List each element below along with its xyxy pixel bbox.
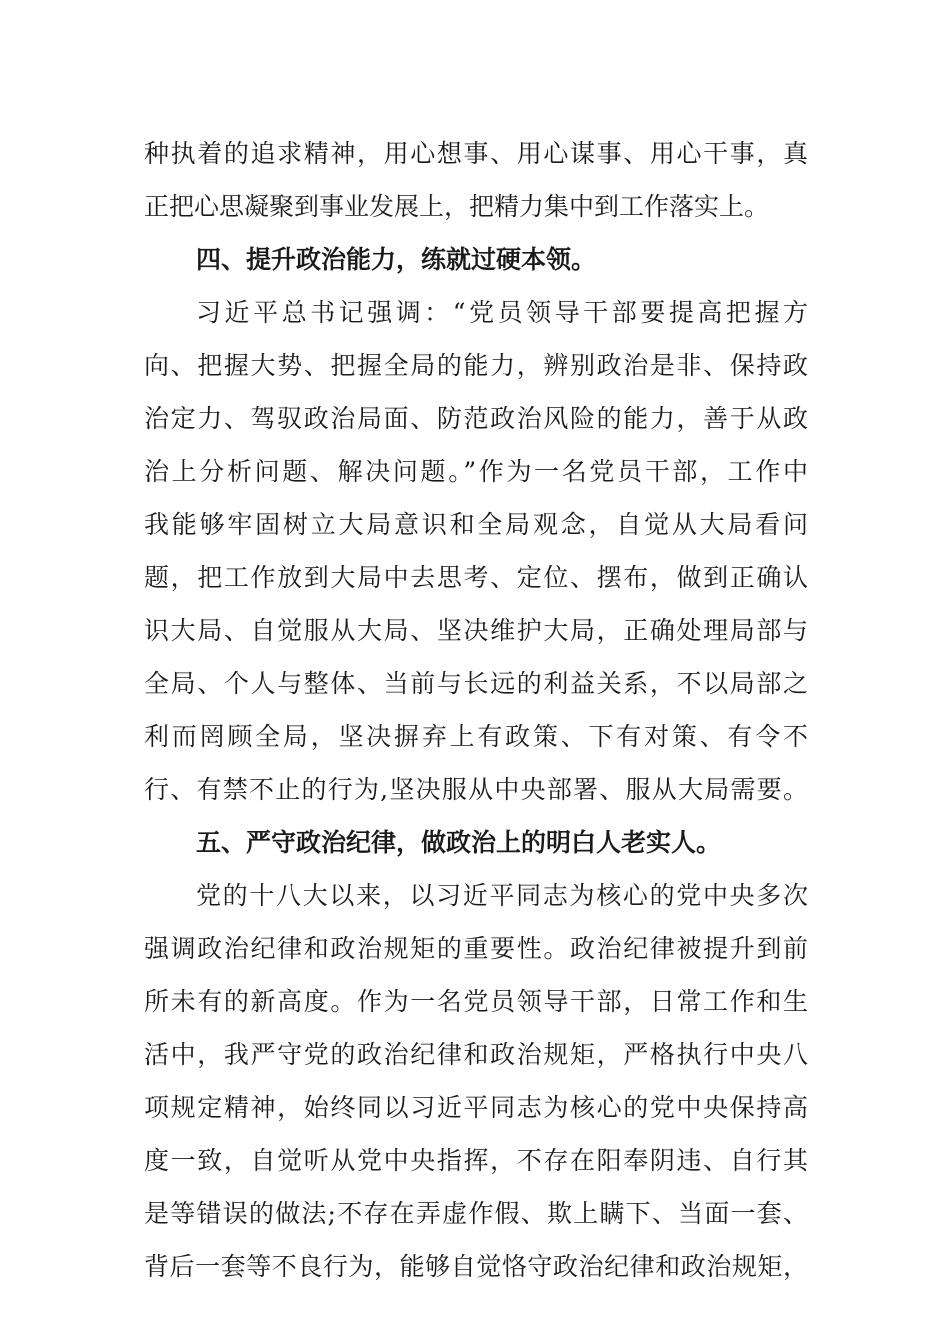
body-text-line: 正把心思凝聚到事业发展上，把精力集中到工作落实上。 (144, 192, 770, 221)
body-text-line: 治定力、驾驭政治局面、防范政治风险的能力，善于从政 (144, 404, 808, 433)
body-text-line: 强调政治纪律和政治规矩的重要性。政治纪律被提升到前 (144, 934, 808, 963)
body-text-line: 全局、个人与整体、当前与长远的利益关系，不以局部之 (144, 669, 808, 698)
body-text-line: 向、把握大势、把握全局的能力，辨别政治是非、保持政 (144, 351, 808, 380)
body-text-line: 治上分析问题、解决问题。”作为一名党员干部，工作中 (144, 457, 808, 486)
body-text-line: 活中，我严守党的政治纪律和政治规矩，严格执行中央八 (144, 1040, 808, 1069)
body-text-line: 项规定精神，始终同以习近平同志为核心的党中央保持高 (144, 1093, 808, 1122)
body-text-line: 利而罔顾全局，坚决摒弃上有政策、下有对策、有令不 (144, 722, 808, 751)
body-text-line: 题，把工作放到大局中去思考、定位、摆布，做到正确认 (144, 563, 808, 592)
body-text-line: 是等错误的做法;不存在弄虚作假、欺上瞒下、当面一套、 (144, 1199, 808, 1228)
body-text-line: 所未有的新高度。作为一名党员领导干部，日常工作和生 (144, 987, 808, 1016)
section-heading-5: 五、严守政治纪律，做政治上的明白人老实人。 (196, 828, 722, 857)
body-text-line: 背后一套等不良行为，能够自觉恪守政治纪律和政治规矩， (144, 1252, 808, 1281)
body-text-line: 我能够牢固树立大局意识和全局观念，自觉从大局看问 (144, 510, 808, 539)
body-text-line: 种执着的追求精神，用心想事、用心谋事、用心干事，真 (144, 139, 808, 168)
body-text-line: 识大局、自觉服从大局、坚决维护大局，正确处理局部与 (144, 616, 808, 645)
section-heading-4: 四、提升政治能力，练就过硬本领。 (196, 245, 597, 274)
body-text-line: 度一致，自觉听从党中央指挥，不存在阳奉阴违、自行其 (144, 1146, 808, 1175)
body-text-line: 党的十八大以来，以习近平同志为核心的党中央多次 (196, 881, 808, 910)
body-text-line: 行、有禁不止的行为,坚决服从中央部署、服从大局需要。 (144, 775, 808, 804)
body-text-line: 习近平总书记强调：“党员领导干部要提高把握方 (196, 298, 808, 327)
